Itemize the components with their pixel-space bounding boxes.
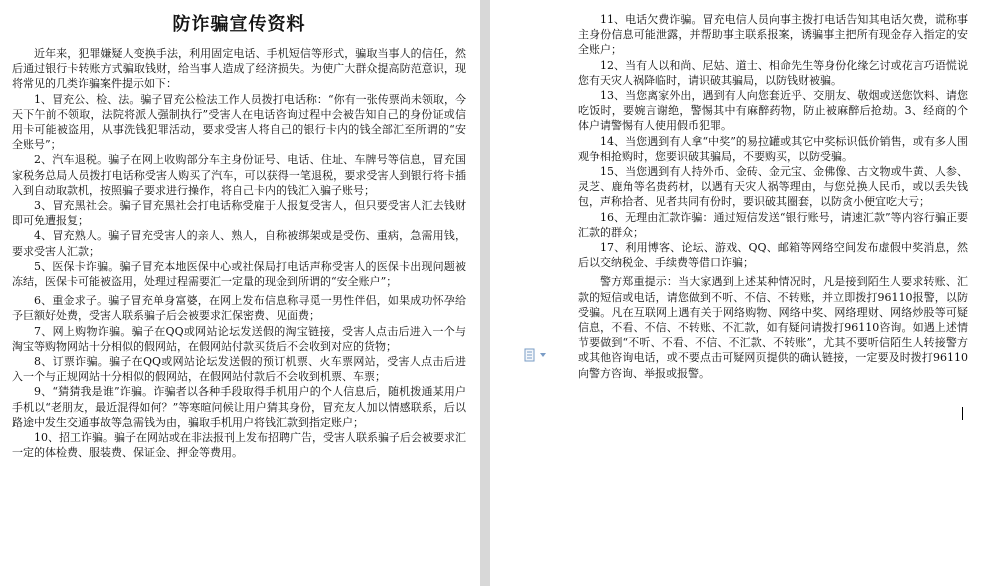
- fraud-item-15: 15、当您遇到有人持外币、金砖、金元宝、金佛像、古文物或牛黄、人参、灵芝、鹿角等名贵药材，以遇有天灾人祸等理由，与您兑换人民币，或以丢失钱包，声称拾者、见者共同有份时，要识破其圈套，以防贪小便宜吃大亏；: [578, 165, 968, 209]
- fraud-item-7: 7、网上购物诈骗。骗子在QQ或网站论坛发送假的淘宝链接，受害人点击后进入一个与淘宝等购物网站十分相似的假网站，在假网站付款买货后不会收到对应的货物；: [12, 324, 466, 353]
- fraud-item-10: 10、招工诈骗。骗子在网站或在非法报刊上发布招聘广告，受害人联系骗子后会被要求汇一定的体检费、服装费、保证金、押金等费用。: [12, 431, 466, 460]
- fraud-item-4: 4、冒充熟人。骗子冒充受害人的亲人、熟人，自称被绑架或是受伤、重病，急需用钱，要求受害人汇款；: [12, 229, 466, 258]
- fraud-item-13: 13、当您离家外出，遇到有人向您套近乎、交朋友、敬烟或送您饮料、请您吃饭时，要婉言谢绝，警惕其中有麻醉药物，防止被麻醉后抢劫。3、经商的个体户请警惕有人使用假币犯罪。: [578, 89, 968, 133]
- fraud-item-14: 14、当您遇到有人拿“中奖”的易拉罐或其它中奖标识低价销售，或有多人围观争相抢购时，您要识破其骗局，不要购买，以防受骗。: [578, 134, 968, 163]
- fraud-item-11: 11、电话欠费诈骗。冒充电信人员向事主拨打电话告知其电话欠费，谎称事主身份信息可能泄露，并帮助事主联系报案，诱骗事主把所有现金存入指定的安全账户；: [578, 13, 968, 57]
- fraud-item-6: 6、重金求子。骗子冒充单身富婆，在网上发布信息称寻觅一男性伴侣，如果成功怀孕给予巨额好处费，受害人联系骗子后会被要求汇保密费、见面费；: [12, 294, 466, 323]
- text-cursor: [962, 407, 963, 420]
- fraud-item-12: 12、当有人以和尚、尼姑、道士、相命先生等身份化缘乞讨或花言巧语慌说您有天灾人祸降临时，请识破其骗局，以防钱财被骗。: [578, 58, 968, 87]
- document-page-right: [490, 0, 982, 586]
- intro-paragraph: 近年来，犯罪嫌疑人变换手法，利用固定电话、手机短信等形式，骗取当事人的信任，然后通过银行卡转账方式骗取钱财，给当事人造成了经济损失。为使广大群众提高防范意识，现将常见的几类诈骗案件提示如下：: [12, 47, 466, 91]
- document-options-icon[interactable]: [524, 347, 552, 361]
- fraud-item-8: 8、订票诈骗。骗子在QQ或网站论坛发送假的预订机票、火车票网站，受害人点击后进入一个与正规网站十分相似的假网站，在假网站付款后不会收到机票、车票；: [12, 355, 466, 384]
- fraud-item-16: 16、无理由汇款诈骗：通过短信发送“银行账号，请速汇款”等内容行骗正要汇款的群众；: [578, 210, 968, 239]
- police-reminder: 警方郑重提示：当大家遇到上述某种情况时，凡是接到陌生人要求转账、汇款的短信或电话，请您做到不听、不信、不转账，并立即拨打96110报警，以防受骗。凡在互联网上遇有关于网络购物、网络中奖、网络理财、网络炒股等可疑信息，不看、不信、不转账、不汇款，如有疑问请拨打96110咨询。如遇上述情节要做到“不听、不看、不信、不汇款、不转账”，尤其不要听信陌生人转接警方或其他咨询电话，或不要点击可疑网页提供的确认链接，一定要及时拨打96110向警方咨询、举报或报警。: [578, 275, 968, 380]
- fraud-item-3: 3、冒充黑社会。骗子冒充黑社会打电话称受雇于人报复受害人，但只要受害人汇去钱财即可免遭报复；: [12, 199, 466, 228]
- fraud-item-9: 9、“猜猜我是谁”诈骗。诈骗者以各种手段取得手机用户的个人信息后，随机拨通某用户手机以“老朋友，最近混得如何？”等寒暄问候让用户猜其身份，冒充友人加以情感联系，后以路途中发生交通事故等急需钱为由，骗取手机用户将钱汇款到指定账户；: [12, 385, 466, 429]
- fraud-item-17: 17、利用博客、论坛、游戏、QQ、邮箱等网络空间发布虚假中奖消息，然后以交纳税金、手续费等借口诈骗；: [578, 241, 968, 270]
- fraud-item-2: 2、汽车退税。骗子在网上收购部分车主身份证号、电话、住址、车牌号等信息，冒充国家税务总局人员拨打电话称受害人购买了汽车，可以获得一笔退税，要求受害人到银行将卡插入到自动取款机，按照骗子要求进行操作，将自己卡内的钱汇入骗子账号；: [12, 153, 466, 197]
- document-title: 防诈骗宣传资料: [172, 14, 306, 35]
- page-gap: [480, 0, 490, 586]
- document-page-left: [0, 0, 480, 586]
- fraud-item-5: 5、医保卡诈骗。骗子冒充本地医保中心或社保局打电话声称受害人的医保卡出现问题被冻结，医保卡可能被盗用，处理过程需要汇一定量的现金到所谓的“安全账户”；: [12, 259, 466, 289]
- fraud-item-1: 1、冒充公、检、法。骗子冒充公检法工作人员拨打电话称：“你有一张传票尚未领取，今天下午前不领取，法院将派人强制执行”受害人在电话咨询过程中会被告知自己的身份证或信用卡可能被盗用，从事洗钱犯罪活动，要求受害人将自己的银行卡内的钱全部汇至所谓的“安全账号”；: [12, 92, 466, 152]
